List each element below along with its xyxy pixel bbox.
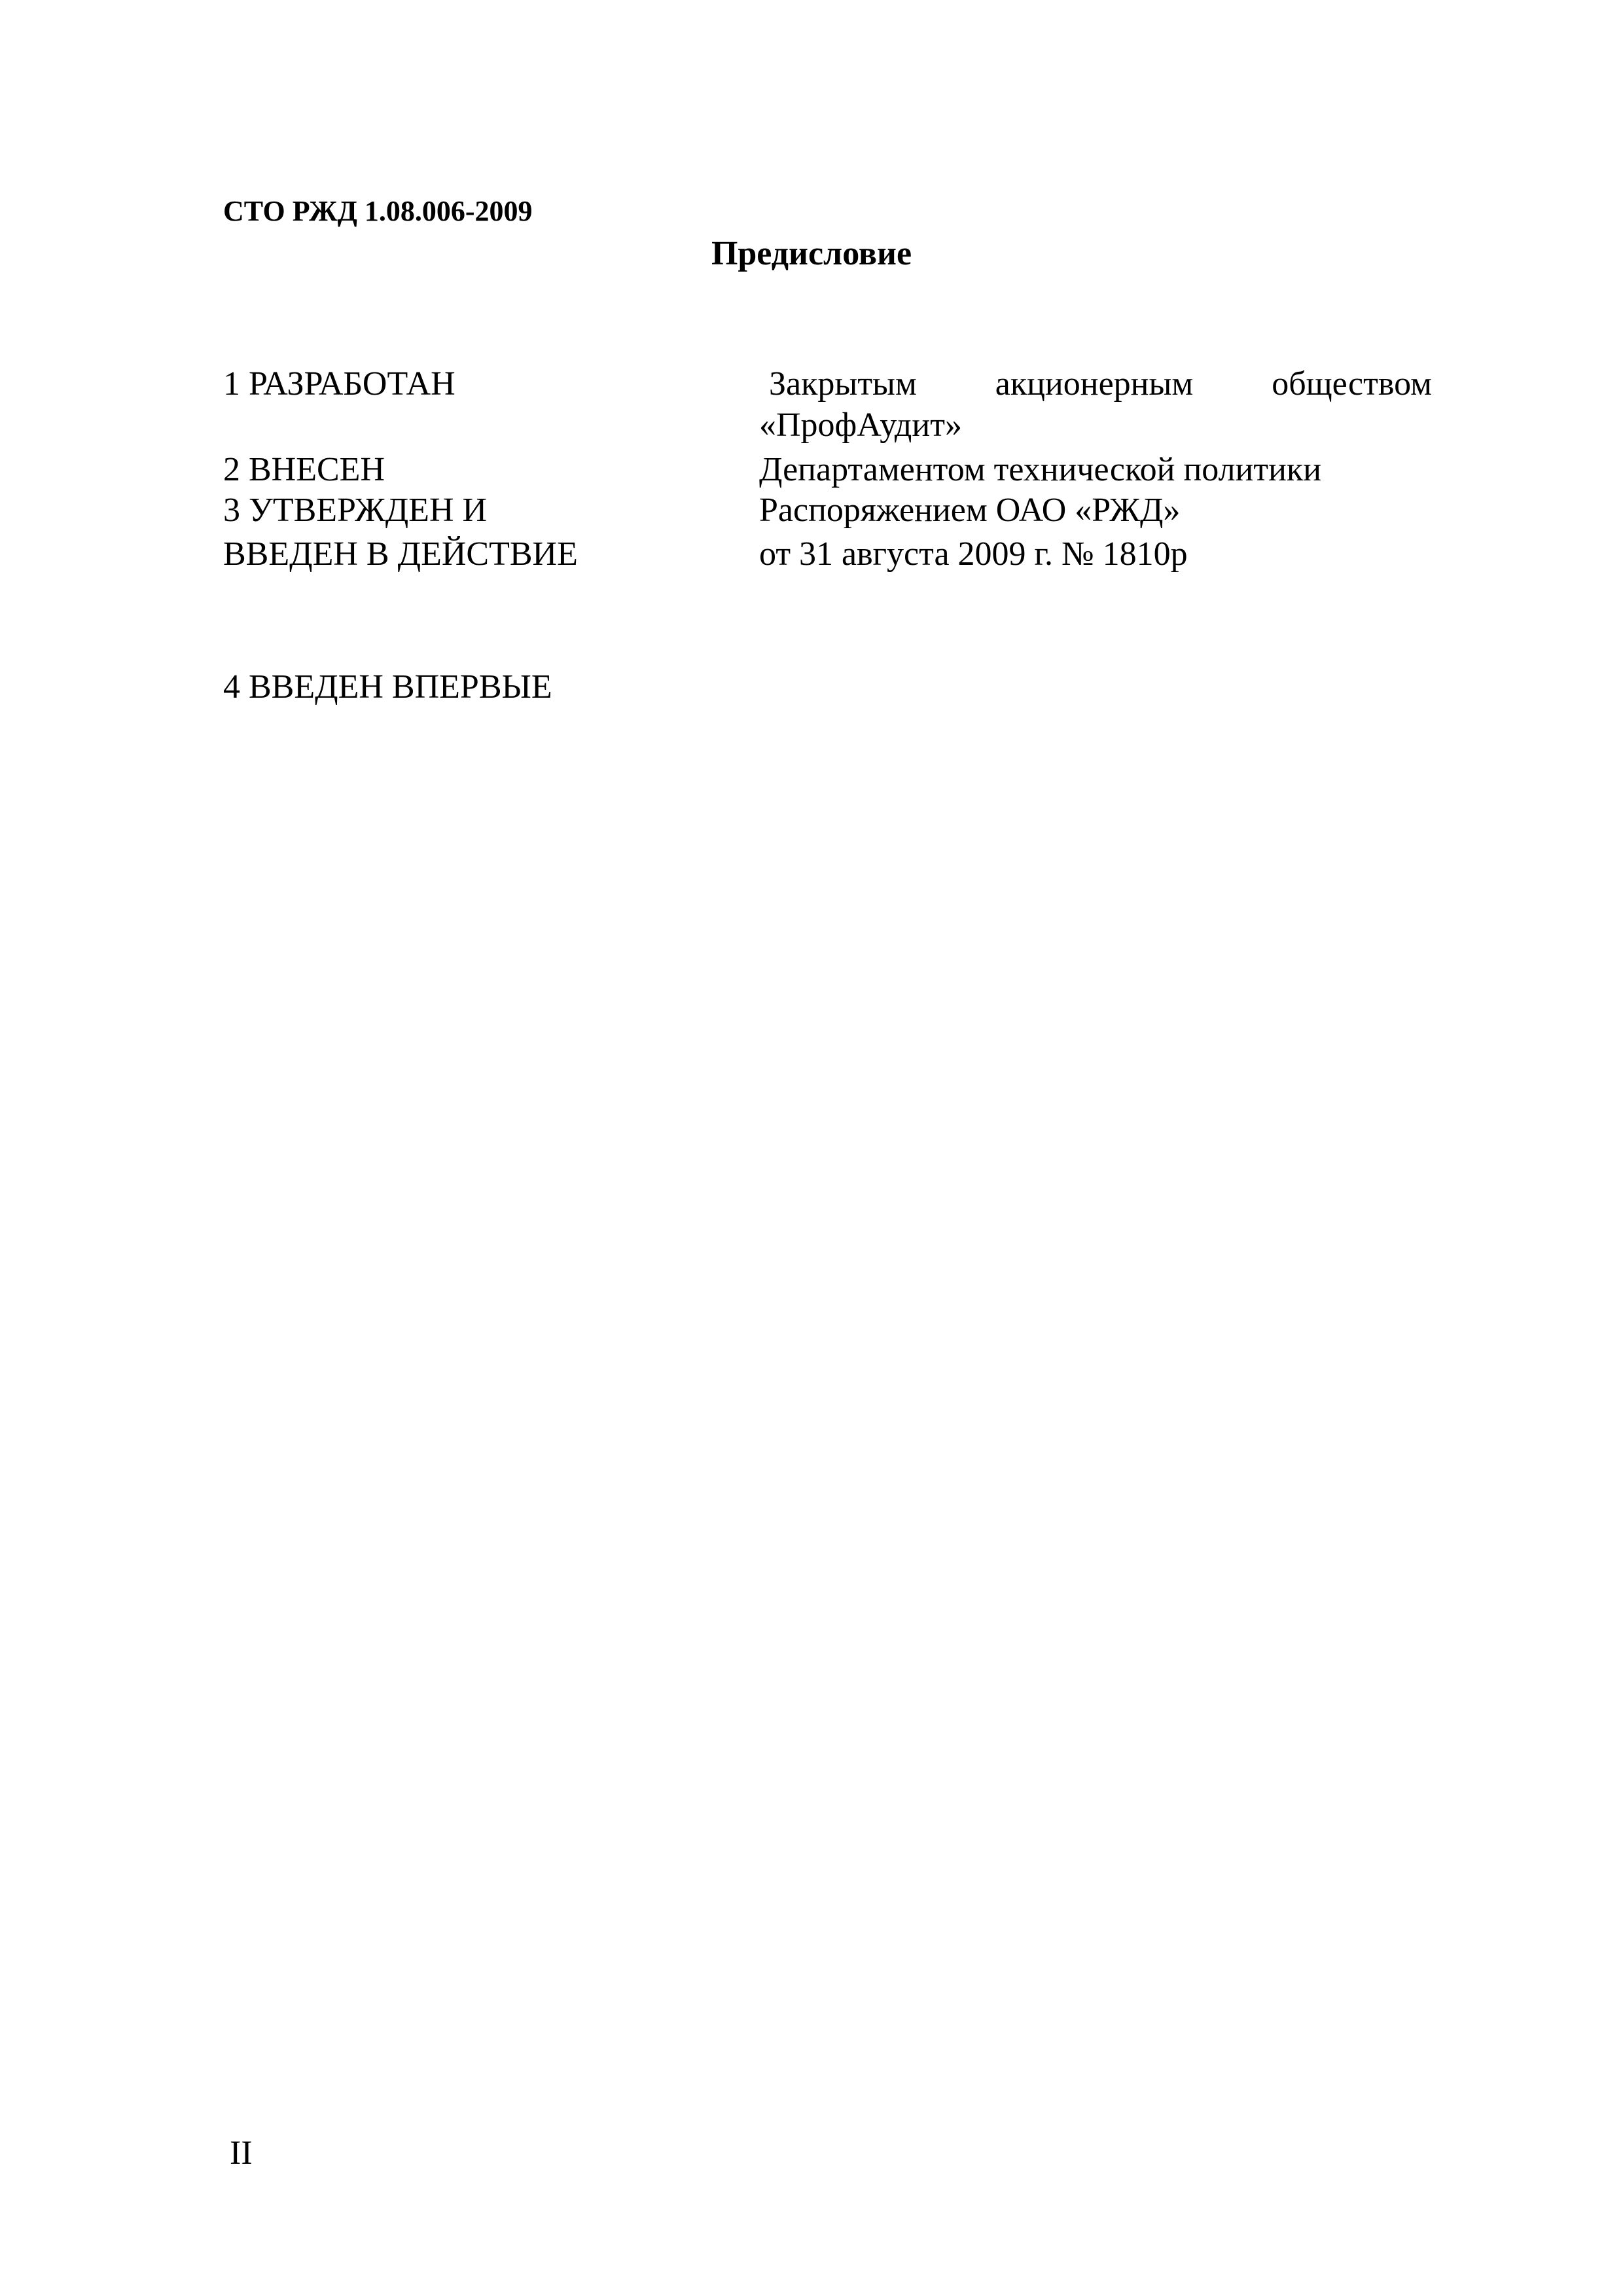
entry-4-label: 4 ВВЕДЕН ВПЕРВЫЕ: [223, 668, 552, 706]
entry-3-value-line-1: Распоряжением ОАО «РЖД»: [759, 492, 1181, 529]
entry-3-label-line-2: ВВЕДЕН В ДЕЙСТВИЕ: [223, 535, 578, 573]
entry-1-value-word: акционерным: [995, 365, 1194, 403]
entry-1-value-line-1: [769, 363, 1432, 405]
page-number: II: [230, 2134, 253, 2172]
entry-1-label: 1 РАЗРАБОТАН: [223, 365, 455, 403]
entry-2-value: Департаментом технической политики: [759, 451, 1322, 488]
section-heading: Предисловие: [711, 235, 912, 272]
entry-3-label-line-1: 3 УТВЕРЖДЕН И: [223, 492, 488, 529]
entry-1-value-word: Закрытым: [769, 365, 917, 403]
entry-2-label: 2 ВНЕСЕН: [223, 451, 385, 488]
document-code: СТО РЖД 1.08.006-2009: [223, 195, 533, 227]
entry-3-value-line-2: от 31 августа 2009 г. № 1810р: [759, 535, 1188, 573]
entry-1-value-line-2: «ПрофАудит»: [759, 406, 962, 444]
entry-1-value-word: обществом: [1272, 365, 1432, 403]
